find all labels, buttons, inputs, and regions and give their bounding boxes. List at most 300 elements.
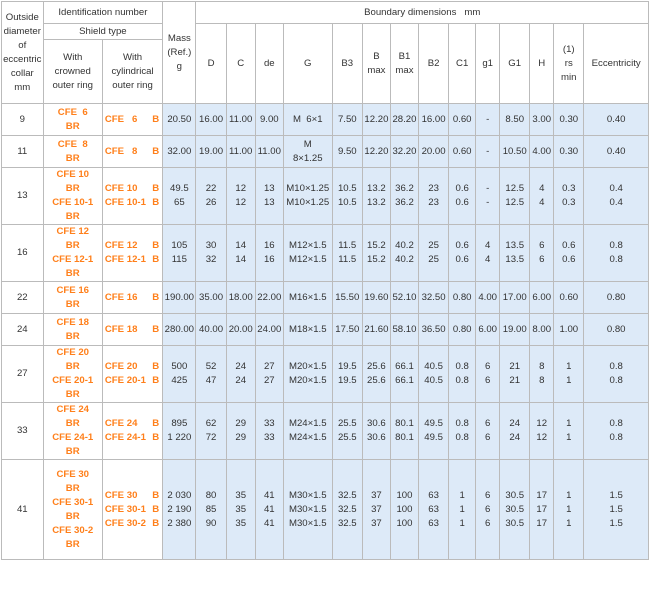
header-C1: C1 <box>449 24 476 104</box>
C1-cell <box>449 403 476 460</box>
C1-cell <box>449 346 476 403</box>
crowned-id-line: BR <box>65 268 80 279</box>
D-value: 35.00 <box>199 291 224 303</box>
ecc-value: 0.40 <box>606 113 626 125</box>
outside-diameter-cell: 22 <box>2 282 44 314</box>
mass-cell <box>163 104 196 136</box>
B3-cell <box>332 460 362 560</box>
ecc-value: 0.80 <box>606 291 626 303</box>
ecc-cell <box>584 460 649 560</box>
mass-value: 20.50 <box>167 113 192 125</box>
rs-cell <box>554 225 584 282</box>
crowned-id-line: BR <box>65 240 80 251</box>
C1-value: 0.60 <box>452 145 472 157</box>
H-cell <box>530 460 554 560</box>
B1-cell <box>390 314 418 346</box>
C1-cell <box>449 460 476 560</box>
mass-value: 1 220 <box>167 432 192 443</box>
mass-value: 65 <box>174 197 185 208</box>
C-cell <box>226 403 255 460</box>
C1-value: 0.8 <box>455 432 469 443</box>
g1-cell <box>476 168 500 225</box>
D-cell <box>196 403 226 460</box>
B-value: 12.20 <box>364 113 389 125</box>
ecc-cell <box>584 282 649 314</box>
B2-value: 16.00 <box>421 113 446 125</box>
B3-cell <box>332 104 362 136</box>
B1-cell <box>390 168 418 225</box>
g1-value: 4 <box>484 240 491 251</box>
B3-value: 19.5 <box>337 375 357 386</box>
cylindrical-id-code: CFE 30 <box>104 489 138 501</box>
crowned-id-line: BR <box>65 330 80 342</box>
cylindrical-id-suffix: B <box>152 323 160 335</box>
g1-value: 6 <box>484 489 491 501</box>
H-cell <box>530 403 554 460</box>
G-value: M20×1.5 <box>288 375 327 386</box>
B2-cell <box>419 403 449 460</box>
ecc-cell <box>584 314 649 346</box>
G-value: M10×1.25 <box>286 197 330 208</box>
H-value: 6.00 <box>532 291 552 303</box>
B1-value: 58.10 <box>392 323 417 335</box>
header-text: (Ref.) <box>167 46 192 58</box>
G-value: M12×1.5 <box>288 240 327 251</box>
G1-value: 24 <box>509 418 521 429</box>
cylindrical-id-line <box>105 417 161 431</box>
header-text: cylindrical <box>111 65 154 77</box>
C-value: 11.00 <box>229 145 253 157</box>
C1-cell <box>449 225 476 282</box>
B1-value: 36.2 <box>395 183 414 194</box>
ecc-value: 0.8 <box>609 375 623 386</box>
crowned-id-cell <box>43 314 102 346</box>
header-C: C <box>226 24 255 104</box>
B1-cell <box>390 346 418 403</box>
rs-value: 1 <box>566 418 572 429</box>
C1-value: 1 <box>459 503 465 515</box>
rs-value: 1 <box>566 432 572 443</box>
G-value: M24×1.5 <box>288 432 327 443</box>
H-value: 17 <box>536 489 548 501</box>
H-value: 12 <box>536 432 548 443</box>
crowned-id-line: BR <box>65 389 80 400</box>
B-value: 37 <box>371 503 382 515</box>
B-value: 30.6 <box>367 418 386 429</box>
C-cell <box>226 460 255 560</box>
rs-value: 1 <box>566 489 572 501</box>
G1-cell <box>500 460 530 560</box>
cylindrical-id-cell <box>102 225 162 282</box>
ecc-value: 0.40 <box>606 145 626 157</box>
mass-cell <box>163 168 196 225</box>
G1-value: 21 <box>509 361 521 372</box>
header-text: collar <box>10 67 34 79</box>
header-shield-type: Shield type <box>43 24 163 40</box>
mass-value: 2 380 <box>167 517 192 529</box>
C1-value: 1 <box>459 517 465 529</box>
C1-value: 0.80 <box>452 323 472 335</box>
B1-cell <box>390 104 418 136</box>
G-value: M18×1.5 <box>288 323 327 335</box>
B-value: 15.2 <box>367 240 386 251</box>
crowned-id-line: BR <box>65 361 80 372</box>
B1-cell <box>390 136 418 168</box>
C-cell <box>226 314 255 346</box>
de-value: 33 <box>263 432 275 443</box>
G1-value: 12.5 <box>505 183 525 194</box>
C-value: 18.00 <box>228 291 253 303</box>
cylindrical-id-suffix: B <box>152 375 160 386</box>
D-value: 30 <box>205 240 217 251</box>
de-value: 11.00 <box>257 145 281 157</box>
H-value: 4 <box>539 183 545 194</box>
C-value: 14 <box>235 240 247 251</box>
crowned-id-line: CFE 24-1 <box>52 432 94 443</box>
table-row <box>2 168 649 225</box>
rs-value: 1 <box>566 361 572 372</box>
cylindrical-id-code: CFE 24-1 <box>104 432 146 443</box>
G-value: 8×1.25 <box>292 152 323 164</box>
D-cell <box>196 314 226 346</box>
G-cell <box>283 168 332 225</box>
mass-cell <box>163 282 196 314</box>
crowned-id-line: CFE 6 <box>57 106 88 118</box>
cylindrical-id-line <box>105 489 161 503</box>
D-value: 52 <box>205 361 217 372</box>
G1-value: 10.50 <box>502 145 527 157</box>
C1-value: 0.6 <box>455 183 469 194</box>
B-value: 21.60 <box>364 323 389 335</box>
B-cell <box>362 225 390 282</box>
rs-cell <box>554 460 584 560</box>
cylindrical-id-line <box>105 517 161 531</box>
B-value: 15.2 <box>367 254 386 265</box>
ecc-value: 1.5 <box>609 489 623 501</box>
D-value: 47 <box>205 375 217 386</box>
cylindrical-id-line <box>105 196 161 210</box>
header-H: H <box>530 24 554 104</box>
crowned-id-line: BR <box>65 120 80 132</box>
G-cell <box>283 314 332 346</box>
G-value: M20×1.5 <box>288 361 327 372</box>
G1-value: 30.5 <box>505 503 525 515</box>
g1-value: 6 <box>484 361 491 372</box>
table-row <box>2 314 649 346</box>
cylindrical-id-line <box>105 323 161 337</box>
ecc-cell <box>584 136 649 168</box>
C-cell <box>226 282 255 314</box>
rs-value: 0.6 <box>562 240 576 251</box>
g1-value: 4.00 <box>478 291 497 303</box>
bearing-spec-table <box>1 1 649 560</box>
C1-cell <box>449 104 476 136</box>
H-value: 3.00 <box>532 113 552 125</box>
crowned-id-line: CFE 12-1 <box>52 254 94 265</box>
crowned-id-cell <box>43 403 102 460</box>
rs-cell <box>554 282 584 314</box>
D-value: 19.00 <box>199 145 224 157</box>
g1-value: - <box>486 145 490 157</box>
B3-cell <box>332 225 362 282</box>
B-value: 37 <box>371 517 382 529</box>
ecc-value: 0.4 <box>609 197 623 208</box>
header-B2: B2 <box>419 24 449 104</box>
ecc-value: 1.5 <box>609 517 623 529</box>
B3-value: 25.5 <box>337 418 357 429</box>
D-cell <box>196 460 226 560</box>
cylindrical-id-line <box>105 291 161 305</box>
de-value: 41 <box>263 503 275 515</box>
cylindrical-id-suffix: B <box>152 503 160 515</box>
rs-value: 1.00 <box>559 323 579 335</box>
G-value: M30×1.5 <box>288 503 327 515</box>
cylindrical-id-suffix: B <box>152 432 160 443</box>
H-cell <box>530 168 554 225</box>
header-outside-diameter <box>2 2 44 104</box>
B2-cell <box>419 314 449 346</box>
de-value: 13 <box>263 197 275 208</box>
header-G1: G1 <box>500 24 530 104</box>
de-value: 9.00 <box>259 113 279 125</box>
cylindrical-id-line <box>105 360 161 374</box>
cylindrical-id-code: CFE 10 <box>104 183 138 194</box>
B-cell <box>362 104 390 136</box>
C-value: 12 <box>235 183 247 194</box>
table-row <box>2 460 649 560</box>
ecc-cell <box>584 225 649 282</box>
B2-value: 32.50 <box>421 291 446 303</box>
B2-cell <box>419 104 449 136</box>
H-cell <box>530 314 554 346</box>
header-text: mm <box>14 81 31 93</box>
ecc-value: 0.4 <box>609 183 623 194</box>
de-value: 13 <box>263 183 275 194</box>
header-text: max <box>367 64 386 76</box>
cylindrical-id-suffix: B <box>152 240 160 251</box>
header-mass <box>163 2 196 104</box>
crowned-id-cell <box>43 282 102 314</box>
B3-value: 32.5 <box>337 503 357 515</box>
B-cell <box>362 168 390 225</box>
G1-value: 30.5 <box>505 489 525 501</box>
C-cell <box>226 168 255 225</box>
B3-value: 32.5 <box>337 489 357 501</box>
cylindrical-id-code: CFE 20 <box>104 361 138 372</box>
rs-value: 0.6 <box>562 254 576 265</box>
G-cell <box>283 282 332 314</box>
B2-value: 25 <box>428 240 439 251</box>
G1-cell <box>500 136 530 168</box>
B2-cell <box>419 136 449 168</box>
cylindrical-id-code: CFE 30-1 <box>104 503 146 515</box>
outside-diameter-cell: 9 <box>2 104 44 136</box>
C-value: 11.00 <box>229 113 253 125</box>
g1-value: 4 <box>484 254 491 265</box>
crowned-id-line: CFE 30 <box>56 468 89 480</box>
table-row <box>2 403 649 460</box>
B3-value: 10.5 <box>337 183 357 194</box>
rs-value: 1 <box>566 375 572 386</box>
H-value: 6 <box>539 240 545 251</box>
outside-diameter-cell: 33 <box>2 403 44 460</box>
rs-value: 0.3 <box>562 183 576 194</box>
B2-cell <box>419 225 449 282</box>
crowned-id-line: CFE 24 <box>56 404 89 415</box>
cylindrical-id-cell <box>102 314 162 346</box>
cylindrical-id-line <box>105 239 161 253</box>
header-g1: g1 <box>476 24 500 104</box>
header-text: outer ring <box>112 79 153 91</box>
de-cell <box>255 136 283 168</box>
G1-value: 21 <box>509 375 521 386</box>
table-row <box>2 225 649 282</box>
H-cell <box>530 104 554 136</box>
G-value: M12×1.5 <box>288 254 327 265</box>
rs-value: 0.30 <box>559 145 579 157</box>
G1-value: 8.50 <box>505 113 525 125</box>
B-value: 13.2 <box>367 183 386 194</box>
G1-cell <box>500 314 530 346</box>
B1-value: 100 <box>396 489 413 501</box>
B2-value: 40.5 <box>424 375 443 386</box>
C1-cell <box>449 136 476 168</box>
C-value: 12 <box>235 197 247 208</box>
rs-value: 1 <box>566 503 572 515</box>
C1-value: 0.60 <box>452 113 472 125</box>
de-value: 33 <box>263 418 275 429</box>
ecc-value: 0.8 <box>609 240 623 251</box>
cylindrical-id-cell <box>102 346 162 403</box>
cylindrical-id-suffix: B <box>152 361 160 372</box>
mass-value: 425 <box>171 375 188 386</box>
C1-value: 0.8 <box>455 375 469 386</box>
de-value: 24.00 <box>257 323 282 335</box>
de-value: 16 <box>263 240 275 251</box>
crowned-id-line: BR <box>65 510 80 522</box>
B1-value: 100 <box>396 517 413 529</box>
B-value: 25.6 <box>367 361 386 372</box>
B1-value: 52.10 <box>392 291 417 303</box>
table-body <box>2 104 649 560</box>
header-G: G <box>283 24 332 104</box>
crowned-id-cell <box>43 104 102 136</box>
cylindrical-id-line <box>105 145 161 159</box>
de-cell <box>255 282 283 314</box>
de-value: 22.00 <box>257 291 282 303</box>
C-value: 29 <box>235 432 247 443</box>
B3-value: 11.5 <box>338 254 357 265</box>
B-value: 30.6 <box>367 432 386 443</box>
table-row <box>2 282 649 314</box>
cylindrical-id-cell <box>102 460 162 560</box>
C-value: 24 <box>235 361 247 372</box>
crowned-id-line: CFE 12 <box>56 226 89 237</box>
header-B3: B3 <box>332 24 362 104</box>
de-cell <box>255 104 283 136</box>
cylindrical-id-suffix: B <box>152 113 160 125</box>
D-cell <box>196 104 226 136</box>
cylindrical-id-suffix: B <box>152 197 160 208</box>
rs-value: 0.30 <box>559 113 579 125</box>
B2-value: 23 <box>428 197 439 208</box>
cylindrical-id-code: CFE 16 <box>104 291 138 303</box>
header-de: de <box>255 24 283 104</box>
B-cell <box>362 282 390 314</box>
B1-value: 36.2 <box>395 197 414 208</box>
B2-value: 20.00 <box>421 145 446 157</box>
B3-value: 9.50 <box>337 145 357 157</box>
rs-value: 0.60 <box>559 291 579 303</box>
cylindrical-id-suffix: B <box>152 489 160 501</box>
header-text: (1) <box>562 43 575 55</box>
G-cell <box>283 403 332 460</box>
B3-value: 15.50 <box>335 291 360 303</box>
crowned-id-line: CFE 20 <box>56 347 89 358</box>
rs-cell <box>554 314 584 346</box>
header-text: With <box>63 51 83 63</box>
header-B-max <box>362 24 390 104</box>
mass-value: 32.00 <box>167 145 192 157</box>
outside-diameter-cell: 27 <box>2 346 44 403</box>
H-value: 17 <box>536 503 548 515</box>
B3-cell <box>332 282 362 314</box>
cylindrical-id-code: CFE 8 <box>104 145 138 157</box>
cylindrical-id-code: CFE 24 <box>104 418 138 429</box>
ecc-value: 1.5 <box>609 503 623 515</box>
B1-cell <box>390 282 418 314</box>
B1-value: 40.2 <box>395 254 414 265</box>
cylindrical-id-suffix: B <box>152 145 160 157</box>
mass-value: 895 <box>171 418 188 429</box>
D-value: 16.00 <box>199 113 224 125</box>
ecc-cell <box>584 104 649 136</box>
B3-value: 11.5 <box>338 240 357 251</box>
B1-value: 28.20 <box>392 113 417 125</box>
outside-diameter-cell: 16 <box>2 225 44 282</box>
g1-cell <box>476 346 500 403</box>
cylindrical-id-code: CFE 20-1 <box>104 375 146 386</box>
D-cell <box>196 282 226 314</box>
crowned-id-line: BR <box>65 211 80 222</box>
table-row <box>2 346 649 403</box>
crowned-id-cell <box>43 460 102 560</box>
rs-value: 1 <box>566 517 572 529</box>
cylindrical-id-line <box>105 253 161 267</box>
crowned-id-line: BR <box>65 183 80 194</box>
H-value: 4.00 <box>532 145 552 157</box>
crowned-id-line: BR <box>65 482 80 494</box>
de-value: 27 <box>263 375 275 386</box>
header-text: of <box>18 39 27 51</box>
header-crowned <box>43 40 102 104</box>
B3-cell <box>332 168 362 225</box>
de-value: 27 <box>263 361 275 372</box>
B3-value: 19.5 <box>337 361 357 372</box>
cylindrical-id-line <box>105 182 161 196</box>
D-value: 32 <box>205 254 217 265</box>
B-cell <box>362 460 390 560</box>
G-value: M <box>303 138 312 150</box>
cylindrical-id-code: CFE 6 <box>104 113 138 125</box>
B1-cell <box>390 403 418 460</box>
G-value: M30×1.5 <box>288 489 327 501</box>
mass-cell <box>163 460 196 560</box>
g1-value: 6 <box>484 418 491 429</box>
header-text: eccentric <box>3 53 42 65</box>
ecc-value: 0.80 <box>606 323 626 335</box>
g1-cell <box>476 282 500 314</box>
